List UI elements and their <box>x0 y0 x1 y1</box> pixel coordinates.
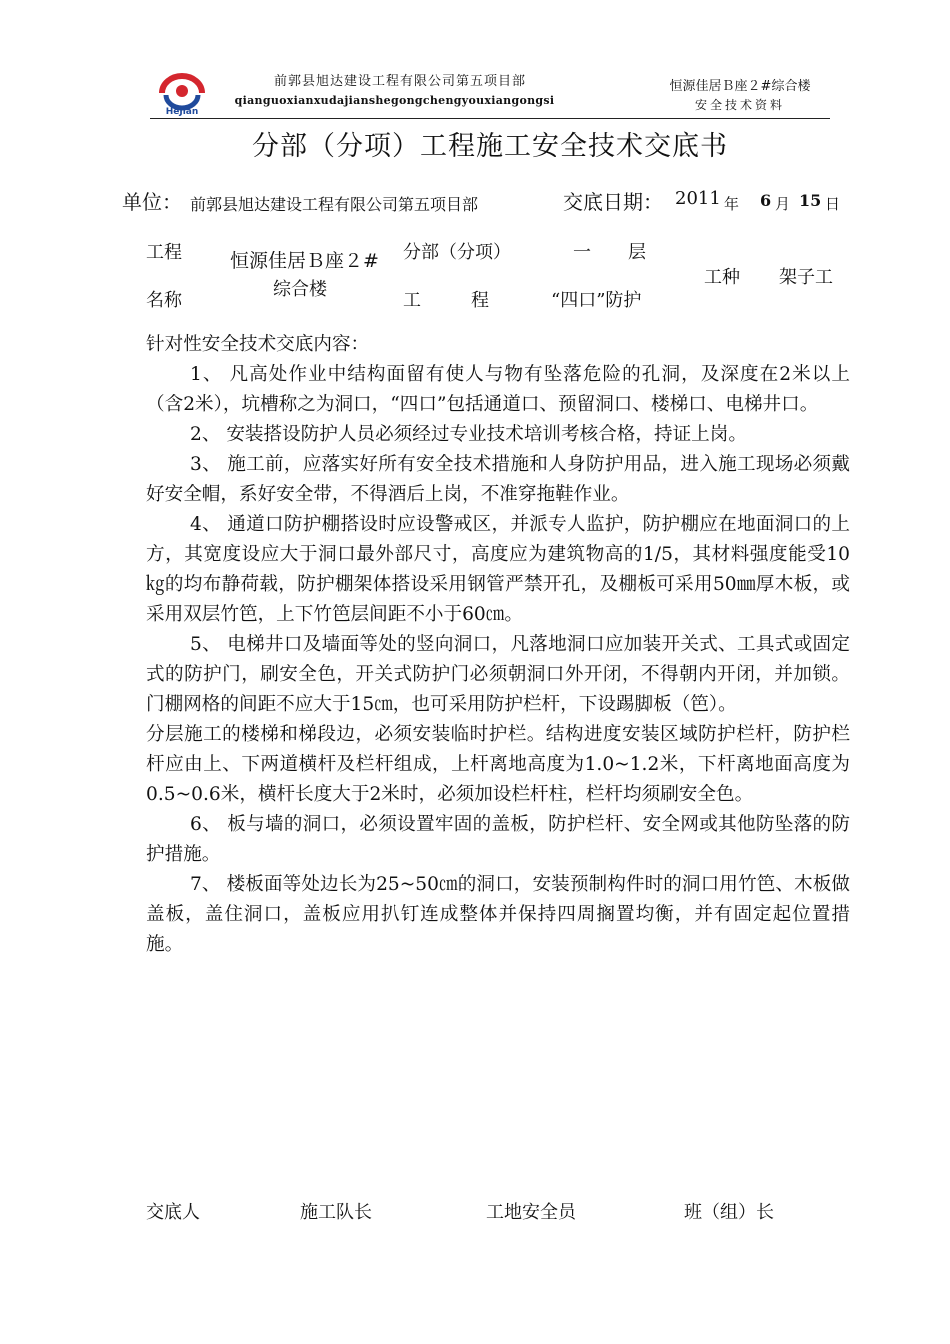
date-day: 15 <box>799 191 822 210</box>
project-label-line1: 工程 <box>146 242 182 263</box>
sub-value-line1b: 层 <box>628 242 646 263</box>
date-month: 6 <box>760 191 772 210</box>
signature-group-leader: 班（组）长 <box>684 1202 774 1223</box>
signature-team-leader: 施工队长 <box>300 1202 372 1223</box>
project-name-line1: 恒源佳居Ｂ座２# <box>230 250 379 272</box>
unit-value: 前郭县旭达建设工程有限公司第五项目部 <box>190 195 479 214</box>
content-heading: 针对性安全技术交底内容： <box>146 334 370 355</box>
sub-label-line2a: 工 <box>403 290 421 311</box>
date-day-unit: 日 <box>825 195 841 213</box>
project-label-line2: 名称 <box>146 290 182 311</box>
safety-content <box>146 330 850 960</box>
content-item-3: 3、 施工前，应落实好所有安全技术措施和人身防护用品，进入施工现场必须戴好安全帽，系好安全带，不得酒后上岗，不准穿拖鞋作业。 <box>146 454 850 505</box>
trade-label: 工种 <box>704 267 740 288</box>
header-pinyin: qianguoxianxudajianshegongchengyouxiangongsi <box>234 94 555 107</box>
content-item-1: 1、 凡高处作业中结构面留有使人与物有坠落危险的孔洞，及深度在2米以上（含2米），坑槽称之为洞口，“四口”包括通道口、预留洞口、楼梯口、电梯井口。 <box>146 364 850 415</box>
document-title: 分部（分项）工程施工安全技术交底书 <box>252 131 728 162</box>
signature-safety-officer: 工地安全员 <box>486 1202 576 1223</box>
content-item-2: 2、 安装搭设防护人员必须经过专业技术培训考核合格，持证上岗。 <box>190 424 747 445</box>
header-rule <box>150 118 830 119</box>
date-month-unit: 月 <box>775 195 791 213</box>
content-item-4: 4、 通道口防护棚搭设时应设警戒区，并派专人监护，防护棚应在地面洞口的上方，其宽度设应大于洞口最外部尺寸，高度应为建筑物高的1/5，其材料强度能受10㎏的均布静荷载，防护棚架体搭设采用钢管严禁开孔，及棚板可采用50㎜厚木板，或采用双层竹笆，上下竹笆层间距不小于60㎝。 <box>146 514 850 625</box>
sub-label-line1: 分部（分项） <box>403 242 511 263</box>
content-item-7: 7、 楼板面等处边长为25~50㎝的洞口，安装预制构件时的洞口用竹笆、木板做盖板，盖住洞口，盖板应用扒钉连成整体并保持四周搁置均衡，并有固定起位置措施。 <box>146 874 850 955</box>
header-company: 前郭县旭达建设工程有限公司第五项目部 <box>273 74 526 89</box>
svg-text:HeJian: HeJian <box>165 107 199 117</box>
date-year-unit: 年 <box>724 195 740 213</box>
header-doc-type: 安全技术资料 <box>694 98 785 112</box>
sub-value-line2: “四口”防护 <box>551 290 642 311</box>
trade-value: 架子工 <box>779 267 833 288</box>
company-logo <box>156 71 208 117</box>
signature-presenter: 交底人 <box>146 1202 200 1223</box>
header-project: 恒源佳居Ｂ座２#综合楼 <box>669 79 811 94</box>
content-item-5-cont: 分层施工的楼梯和梯段边，必须安装临时护栏。结构进度安装区域防护栏杆，防护栏杆应由上、下两道横杆及栏杆组成，上杆离地高度为1.0~1.2米，下杆离地面高度为0.5~0.6米，横杆长度大于2米时，必须加设栏杆柱，栏杆均须刷安全色。 <box>146 724 850 805</box>
sub-value-line1a: 一 <box>573 242 591 263</box>
sub-label-line2b: 程 <box>471 290 489 311</box>
content-item-6: 6、 板与墙的洞口，必须设置牢固的盖板，防护栏杆、安全网或其他防坠落的防护措施。 <box>146 814 850 865</box>
content-item-5: 5、 电梯井口及墙面等处的竖向洞口，凡落地洞口应加装开关式、工具式或固定式的防护门，刷安全色，开关式防护门必须朝洞口外开闭，不得朝内开闭，并加锁。门棚网格的间距不应大于15㎝，也可采用防护栏杆，下设踢脚板（笆）。 <box>146 634 850 715</box>
unit-label: 单位： <box>122 190 182 214</box>
date-label: 交底日期： <box>563 190 663 214</box>
date-year: 2011 <box>675 188 721 209</box>
project-name-line2: 综合楼 <box>273 279 327 300</box>
